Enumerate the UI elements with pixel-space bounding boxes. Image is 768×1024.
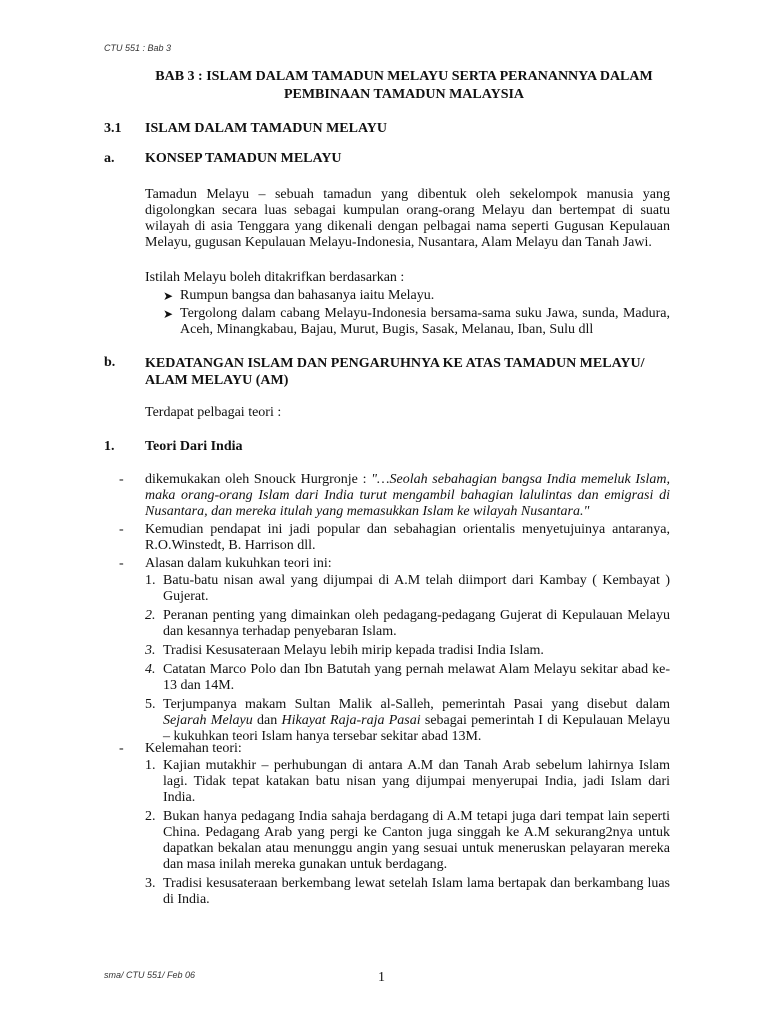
term-intro: Istilah Melayu boleh ditakrifkan berdasarkan : — [145, 270, 405, 285]
section-b-heading-line-2: ALAM MELAYU (AM) — [145, 373, 289, 388]
weakness-intro: Kelemahan teori: — [145, 741, 242, 756]
weakness-list — [145, 758, 670, 908]
reasons-list — [145, 573, 670, 745]
hurgronje-quote-text: "…Seolah sebahagian bangsa India memeluk Islam, maka orang-orang Islam dari India turut mengambil bahagian lalulintas dan emigrasi di Nusantara, dan mereka itulah yang memasukkan Islam ke wilayah Nusantara." — [145, 472, 670, 519]
section-a-heading: KONSEP TAMADUN MELAYU — [145, 151, 342, 166]
chapter-title — [104, 68, 704, 104]
reason-text: Tradisi Kesusateraan Melayu lebih mirip kepada tradisi India Islam. — [163, 643, 544, 658]
arrow-bullet-icon: ➤ — [163, 307, 174, 321]
reasons-intro: Alasan dalam kukuhkan teori ini: — [145, 556, 332, 571]
reason-item — [145, 573, 670, 605]
reason-item — [145, 643, 670, 659]
theory-1-heading: Teori Dari India — [145, 439, 243, 454]
term-bullet-list — [145, 288, 670, 338]
dash-bullet: - — [119, 556, 124, 571]
section-3-1-number: 3.1 — [104, 121, 122, 136]
concept-paragraph — [145, 187, 670, 251]
reason-text: Batu-batu nisan awal yang dijumpai di A.M telah diimport dari Kambay ( Kembayat ) Gujerat. — [163, 573, 670, 604]
reason-number: 1. — [145, 573, 156, 588]
weakness-item — [145, 758, 670, 806]
weakness-number: 2. — [145, 809, 156, 824]
sejarah-melayu-title: Sejarah Melayu — [163, 713, 253, 728]
section-b-heading — [145, 355, 685, 389]
reason-text: Peranan penting yang dimainkan oleh pedagang-pedagang Gujerat di Kepulauan Melayu dan kesannya terhadap penyebaran Islam. — [163, 608, 670, 639]
reason-5-text — [163, 697, 670, 744]
page-footer: sma/ CTU 551/ Feb 06 — [104, 970, 196, 980]
term-bullet-text: Tergolong dalam cabang Melayu-Indonesia bersama-sama suku Jawa, sunda, Madura, Aceh, Minangkabau, Bajau, Murut, Bugis, Sasak, Melanau, Iban, Sulu dll — [180, 306, 670, 337]
reason-item — [145, 697, 670, 745]
reason-5-mid: dan — [252, 713, 282, 728]
reason-number: 4. — [145, 662, 156, 677]
reason-number: 3. — [145, 643, 156, 658]
term-bullet-text: Rumpun bangsa dan bahasanya iaitu Melayu. — [180, 288, 435, 303]
page-header: CTU 551 : Bab 3 — [104, 43, 172, 53]
theory-1-number: 1. — [104, 439, 115, 454]
weakness-text: Kajian mutakhir – perhubungan di antara A.M dan Tanah Arab sebelum lahirnya Islam lagi. Tidak tepat katakan batu nisan yang dijumpai menyerupai India, jadi Islam dari India. — [163, 758, 670, 805]
section-a-number: a. — [104, 151, 115, 166]
concept-paragraph-text: Tamadun Melayu – sebuah tamadun yang dibentuk oleh sekelompok manusia yang digolongkan secara luas sebagai kumpulan orang-orang Melayu dan bertempat di suatu wilayah di asia Tenggara yang dikenali dengan pelbagai nama seperti Gugusan Kepulauan Melayu, gugusan Kepulauan Melayu-Indonesia, Nusantara, Alam Melayu dan Tanah Jawi. — [145, 187, 670, 250]
weakness-number: 3. — [145, 876, 156, 891]
dash-bullet: - — [119, 741, 124, 756]
dash-bullet: - — [119, 522, 124, 537]
reason-5-post: sebagai pemerintah I di Kepulauan Melayu – kukuhkan teori Islam hanya tersebar sekitar abad 13M. — [163, 713, 670, 744]
chapter-title-line-2: PEMBINAAN TAMADUN MALAYSIA — [283, 87, 525, 102]
weakness-text: Bukan hanya pedagang India sahaja berdagang di A.M tetapi juga dari tempat lain seperti China. Pedagang Arab yang pergi ke Canton juga singgah ke A.M sekurang2nya untuk dapatkan bekalan atau menunggu angin yang sesuai untuk meneruskan pelayaran mereka dan masa inilah mereka gunakan untuk berdagang. — [163, 809, 670, 872]
arrow-bullet-icon: ➤ — [163, 289, 174, 303]
weakness-text: Tradisi kesusateraan berkembang lewat setelah Islam lama bertapak dan berkambang luas di India. — [163, 876, 670, 907]
term-bullet-item — [145, 288, 670, 304]
reason-number: 2. — [145, 608, 156, 623]
weakness-item — [145, 876, 670, 908]
reason-item — [145, 608, 670, 640]
chapter-title-line-1: BAB 3 : ISLAM DALAM TAMADUN MELAYU SERTA PERANANNYA DALAM — [155, 69, 653, 84]
popular-opinion: Kemudian pendapat ini jadi popular dan sebahagian orientalis menyetujuinya antaranya, R.O.Winstedt, B. Harrison dll. — [145, 522, 670, 553]
reason-item — [145, 662, 670, 694]
dash-bullet: - — [119, 472, 124, 487]
theory-intro: Terdapat pelbagai teori : — [145, 405, 282, 420]
section-b-heading-line-1: KEDATANGAN ISLAM DAN PENGARUHNYA KE ATAS TAMADUN MELAYU/ — [145, 356, 645, 371]
weakness-number: 1. — [145, 758, 156, 773]
reason-number: 5. — [145, 697, 156, 712]
reason-5-pre: Terjumpanya makam Sultan Malik al-Salleh, pemerintah Pasai yang disebut dalam — [163, 697, 670, 712]
weakness-item — [145, 809, 670, 873]
reason-text: Catatan Marco Polo dan Ibn Batutah yang pernah melawat Alam Melayu sekitar abad ke-13 dan 14M. — [163, 662, 670, 693]
hurgronje-intro: dikemukakan oleh Snouck Hurgronje : — [145, 472, 372, 487]
page-number: 1 — [378, 970, 385, 985]
hikayat-title: Hikayat Raja-raja Pasai — [281, 713, 421, 728]
section-b-number: b. — [104, 355, 116, 370]
term-bullet-item — [145, 306, 670, 338]
section-3-1-heading: ISLAM DALAM TAMADUN MELAYU — [145, 121, 388, 136]
hurgronje-quote — [145, 472, 670, 520]
